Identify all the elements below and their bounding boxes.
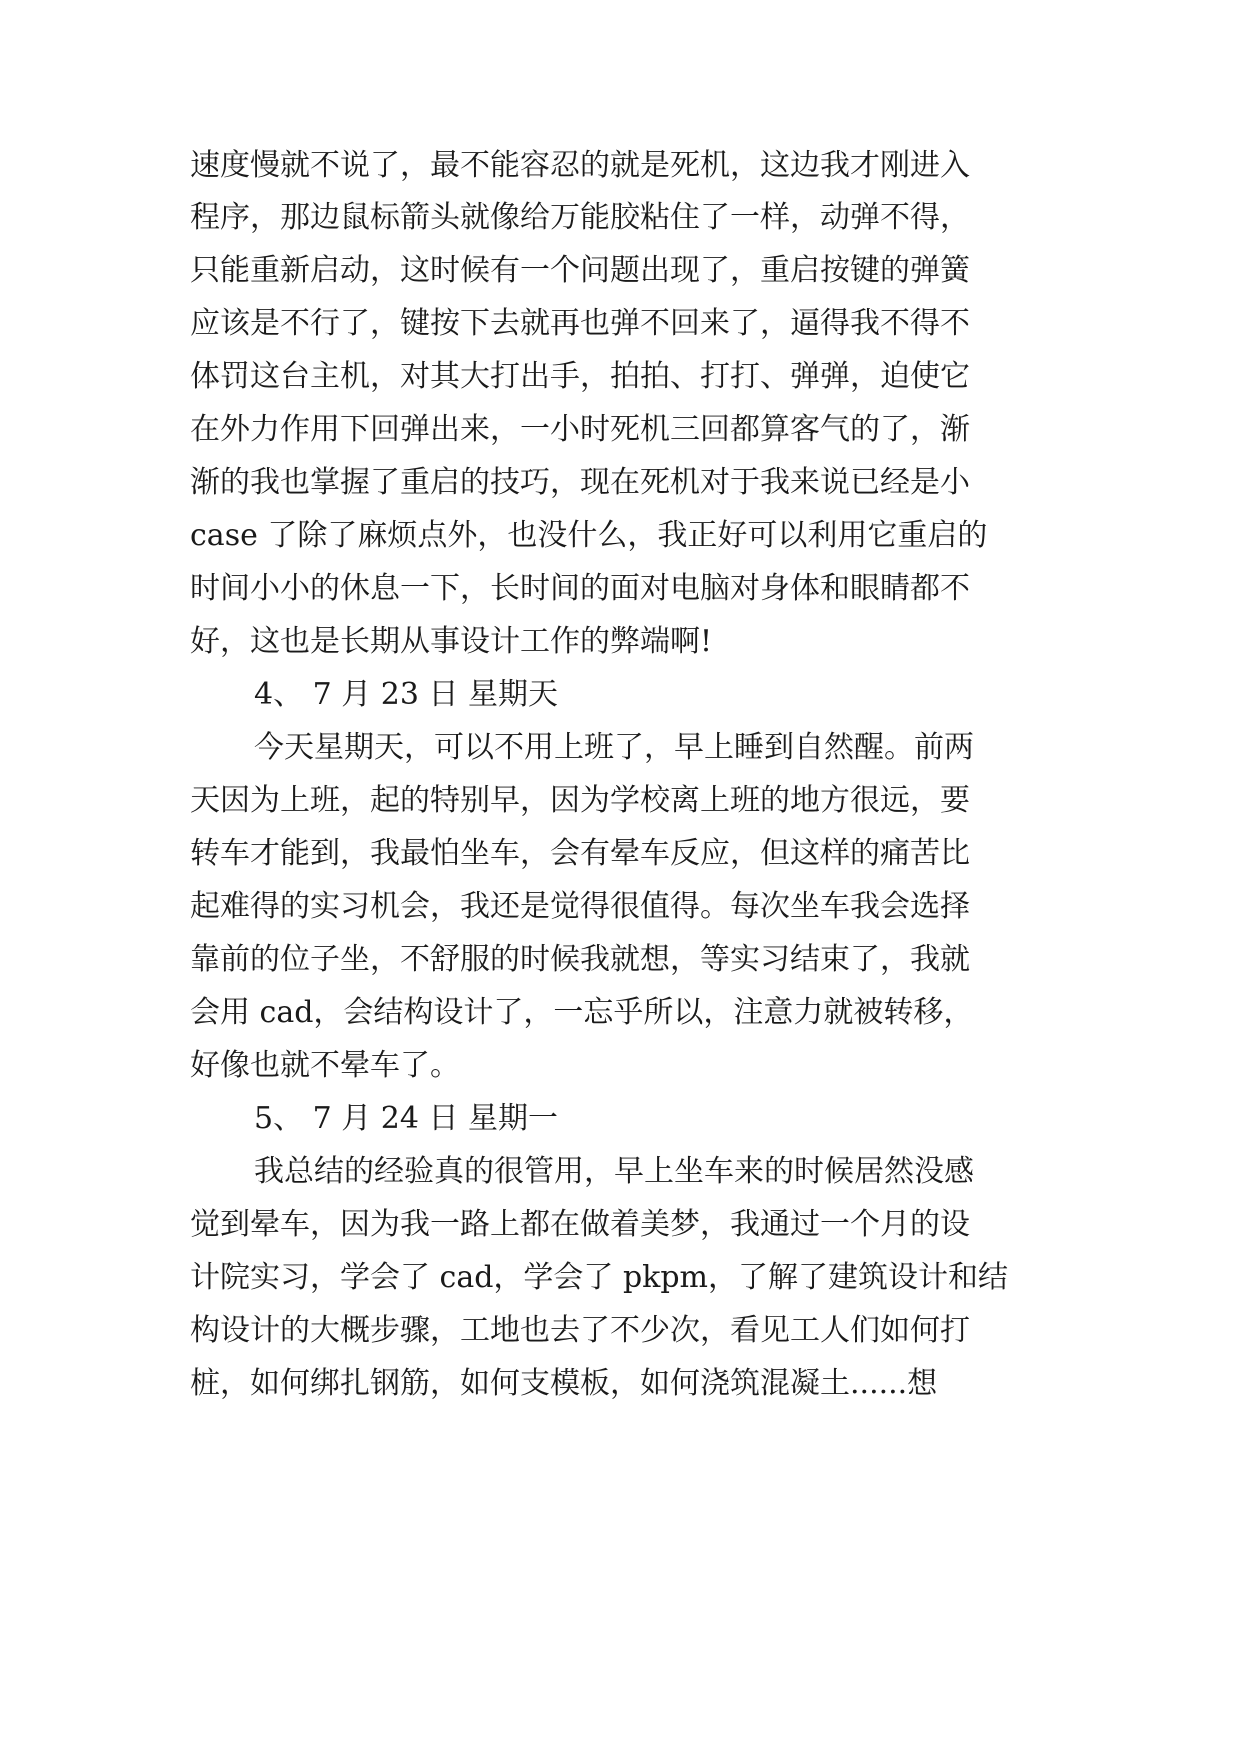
paragraph-line: 体罚这台主机，对其大打出手，拍拍、打打、弹弹，迫使它 <box>190 359 970 394</box>
paragraph-line: 好，这也是长期从事设计工作的弊端啊! <box>190 624 713 659</box>
paragraph-line: 只能重新启动，这时候有一个问题出现了，重启按键的弹簧 <box>190 253 970 288</box>
section-heading: 5、 7 月 24 日 星期一 <box>254 1101 559 1136</box>
paragraph-line: 我总结的经验真的很管用，早上坐车来的时候居然没感 <box>254 1154 974 1189</box>
paragraph-line: 会用 cad，会结构设计了，一忘乎所以，注意力就被转移， <box>190 995 974 1030</box>
paragraph-line: case 了除了麻烦点外，也没什么，我正好可以利用它重启的 <box>190 518 988 553</box>
paragraph-line: 转车才能到，我最怕坐车，会有晕车反应，但这样的痛苦比 <box>190 836 970 871</box>
paragraph-line: 桩，如何绑扎钢筋，如何支模板，如何浇筑混凝土......想 <box>190 1366 938 1401</box>
paragraph-line: 在外力作用下回弹出来，一小时死机三回都算客气的了，渐 <box>190 412 970 447</box>
paragraph-line: 靠前的位子坐，不舒服的时候我就想，等实习结束了，我就 <box>190 942 970 977</box>
paragraph-line: 应该是不行了，键按下去就再也弹不回来了，逼得我不得不 <box>190 306 970 341</box>
paragraph-line: 速度慢就不说了，最不能容忍的就是死机，这边我才刚进入 <box>190 148 970 183</box>
paragraph-line: 渐的我也掌握了重启的技巧，现在死机对于我来说已经是小 <box>190 465 970 500</box>
paragraph-line: 计院实习，学会了 cad，学会了 pkpm，了解了建筑设计和结 <box>190 1260 1008 1295</box>
paragraph-line: 天因为上班，起的特别早，因为学校离上班的地方很远，要 <box>190 783 970 818</box>
paragraph-line: 起难得的实习机会，我还是觉得很值得。每次坐车我会选择 <box>190 889 970 924</box>
section-heading: 4、 7 月 23 日 星期天 <box>254 677 559 712</box>
paragraph-line: 好像也就不晕车了。 <box>190 1048 460 1083</box>
paragraph-line: 觉到晕车，因为我一路上都在做着美梦，我通过一个月的设 <box>190 1207 970 1242</box>
paragraph-line: 构设计的大概步骤，工地也去了不少次，看见工人们如何打 <box>190 1313 970 1348</box>
paragraph-line: 今天星期天，可以不用上班了，早上睡到自然醒。前两 <box>254 730 974 765</box>
paragraph-line: 时间小小的休息一下，长时间的面对电脑对身体和眼睛都不 <box>190 571 970 606</box>
paragraph-line: 程序，那边鼠标箭头就像给万能胶粘住了一样，动弹不得， <box>190 200 970 235</box>
